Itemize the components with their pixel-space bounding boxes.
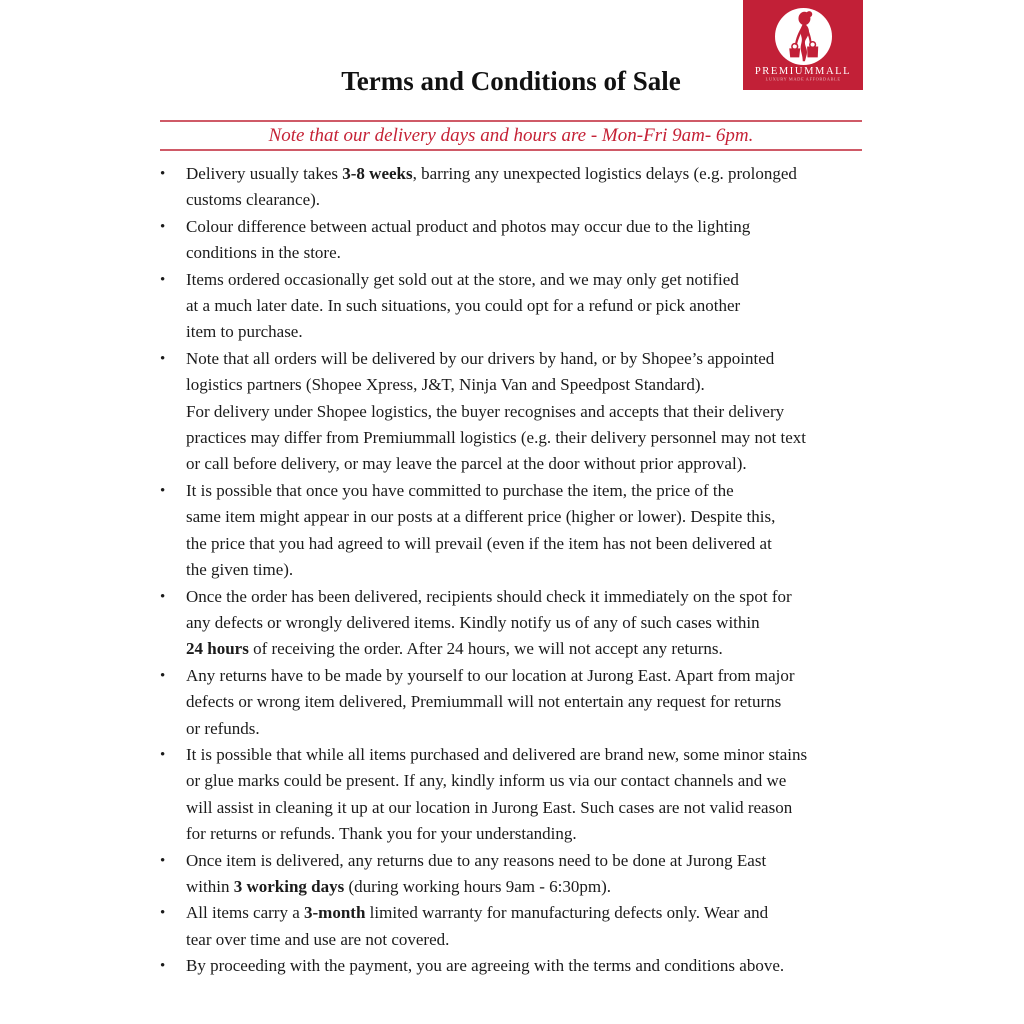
terms-bullet-item xyxy=(160,478,886,584)
bullet-icon: • xyxy=(160,166,166,182)
terms-bullet-text: All items carry a 3-month limited warranty for manufacturing defects only. Wear and tear over time and use are not covered. xyxy=(186,903,769,949)
terms-bullet-text: Note that all orders will be delivered by our drivers by hand, or by Shopee’s appointed logistics partners (Shopee Xpress, J&T, Ninja Van and Speedpost Standard). For delivery under Shopee logistics, the buyer recognises and accepts that their delivery practices may differ from Premiummall logistics (e.g. their delivery personnel may not text or call before delivery, or may leave the parcel at the door without prior approval). xyxy=(186,348,807,474)
page-title: Terms and Conditions of Sale xyxy=(341,66,681,96)
bullet-icon: • xyxy=(160,218,166,235)
terms-bullet-text: Any returns have to be made by yourself to our location at Jurong East. Apart from major defects or wrong item delivered, Premiummall will not entertain any request for returns or refunds. xyxy=(186,665,795,738)
terms-bullet-item xyxy=(160,346,886,478)
terms-list xyxy=(160,161,886,980)
terms-bullet-item xyxy=(160,267,886,346)
bullet-icon: • xyxy=(160,588,166,605)
terms-bullet-text: It is possible that once you have committed to purchase the item, the price of the same item might appear in our posts at a different price (higher or lower). Despite this, the price that you had agreed to will prevail (even if the item has not been delivered at the given time). xyxy=(186,480,776,580)
bullet-icon: • xyxy=(160,852,166,869)
bullet-icon: • xyxy=(160,667,166,684)
brand-tagline: LUXURY MADE AFFORDABLE xyxy=(765,76,841,82)
bullet-icon: • xyxy=(160,350,166,367)
terms-bullet-text: Once the order has been delivered, recipients should check it immediately on the spot for any defects or wrongly delivered items. Kindly notify us of any of such cases within 24 hours of receiving the order. After 24 hours, we will not accept any returns. xyxy=(186,586,792,659)
terms-bullet-item xyxy=(160,161,886,214)
terms-bullet-text: Colour difference between actual product and photos may occur due to the lighting conditions in the store. xyxy=(186,216,751,263)
terms-bullet-text: It is possible that while all items purchased and delivered are brand new, some minor stains or glue marks could be present. If any, kindly inform us via our contact channels and we will assist in cleaning it up at our location in Jurong East. Such cases are not valid reason for returns or refunds. Thank you for your understanding. xyxy=(186,744,808,844)
brand-name: PREMIUMMALL xyxy=(754,66,852,77)
bullet-icon: • xyxy=(160,905,166,922)
delivery-note-bar xyxy=(160,120,862,151)
terms-bullet-text: Items ordered occasionally get sold out at the store, and we may only get notified at a much later date. In such situations, you could opt for a refund or pick another item to purchase. xyxy=(186,269,741,342)
bullet-icon: • xyxy=(160,271,166,288)
bullet-icon: • xyxy=(160,958,166,975)
bullet-icon: • xyxy=(160,746,166,763)
terms-bullet-item xyxy=(160,953,886,979)
terms-bullet-text: Delivery usually takes 3-8 weeks, barring any unexpected logistics delays (e.g. prolonged customs clearance). xyxy=(186,164,797,210)
terms-bullet-item xyxy=(160,848,886,901)
terms-bullet-item xyxy=(160,663,886,742)
terms-bullet-item xyxy=(160,214,886,267)
terms-bullet-text: By proceeding with the payment, you are agreeing with the terms and conditions above. xyxy=(186,956,785,976)
delivery-note-text: Note that our delivery days and hours are - Mon-Fri 9am- 6pm. xyxy=(268,125,754,146)
bullet-icon: • xyxy=(160,482,166,499)
terms-bullet-item xyxy=(160,900,886,953)
terms-bullet-text: Once item is delivered, any returns due to any reasons need to be done at Jurong East within 3 working days (during working hours 9am - 6:30pm). xyxy=(186,850,767,896)
woman-shopper-icon xyxy=(775,8,832,65)
terms-bullet-item xyxy=(160,742,886,848)
terms-bullet-item xyxy=(160,584,886,663)
